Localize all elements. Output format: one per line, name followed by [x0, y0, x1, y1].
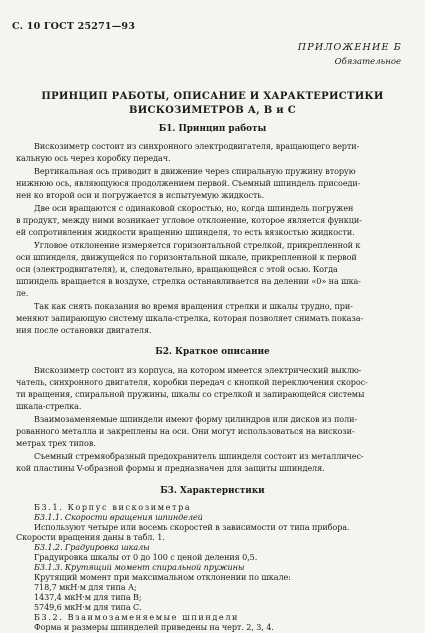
paragraph-line: метрах трех типов. [16, 438, 96, 448]
paragraph-line: Вертикальная ось приводит в движение через спиральную пружину вторую [34, 166, 356, 176]
paragraph-line: чатель, синхронного двигателя, коробки передач с кнопкой переключения скорос- [16, 377, 368, 387]
document-title-line-2: ВИСКОЗИМЕТРОВ А, В и С [128, 105, 297, 116]
paragraph-line: Так как снять показания во время вращения стрелки и шкалы трудно, при- [34, 301, 353, 311]
paragraph-line: Скорости вращения даны в табл. 1. [16, 532, 165, 542]
subsection-heading: Б3.1.3. Крутящий момент спиральной пружины [34, 562, 245, 572]
paragraph-line: ей сопротивления жидкости вращению шпинделя, то есть вязкостью жидкости. [16, 227, 355, 237]
paragraph-line: Форма и размеры шпинделей приведены на черт. 2, 3, 4. [34, 622, 274, 632]
torque-value-b: 1437,4 мкН·м для типа В; [34, 592, 142, 602]
subsection-heading: Б3.2. Взаимозаменяемые шпиндели [34, 612, 240, 622]
paragraph-line: рованного металла и закреплены на оси. Они могут использоваться на вискози- [16, 426, 355, 436]
section-heading-b2: Б2. Краткое описание [155, 347, 270, 357]
paragraph-line: оси (электродвигателя), и, следовательно, вращающейся с этой осью. Когда [16, 264, 338, 274]
subsection-heading: Б3.1.1. Скорости вращения шпинделей [34, 512, 203, 522]
paragraph-line: Съемный стремяобразный предохранитель шпинделя состоит из металличес- [34, 451, 364, 461]
paragraph-line: Две оси вращаются с одинаковой скоростью, но, когда шпиндель погружен [34, 203, 354, 213]
section-heading-b3: Б3. Характеристики [160, 486, 265, 496]
appendix-status: Обязательное [334, 57, 401, 67]
paragraph-line: шкала-стрелка. [16, 401, 82, 411]
subsection-heading: Б3.1.2. Градуировка шкалы [34, 542, 150, 552]
paragraph-line: кальную ось через коробку передач. [16, 153, 171, 163]
paragraph-line: кой пластины V-образной формы и предназначен для защиты шпинделя. [16, 463, 325, 473]
paragraph-line: шпиндель вращается в воздухе, стрелка останавливается на делении «0» на шка- [16, 276, 361, 286]
paragraph-line: Вискозиметр состоит из корпуса, на котором имеется электрический выклю- [34, 365, 362, 375]
paragraph-line: в продукт, между ними возникает угловое отклонение, которое является функци- [16, 215, 362, 225]
paragraph-line: ния после остановки двигателя. [16, 325, 152, 335]
paragraph-line: оси шпинделя, движущейся по горизонтальной шкале, прикрепленной к первой [16, 252, 357, 262]
paragraph-line: нен ко второй оси и погружается в испытуемую жидкость. [16, 190, 265, 200]
torque-value-c: 5749,6 мкН·м для типа С. [34, 602, 142, 612]
paragraph-line: ле. [16, 288, 29, 298]
subsection-heading: Б3.1. Корпус вискозиметра [34, 502, 192, 512]
paragraph-line: Градуировка шкалы от 0 до 100 с ценой деления 0,5. [34, 552, 258, 562]
paragraph-line: Используют четыре или восемь скоростей в зависимости от типа прибора. [34, 522, 350, 532]
appendix-label: ПРИЛОЖЕНИЕ Б [297, 42, 402, 53]
paragraph-line: ти вращения, спиральной пружины, шкалы со стрелкой и запирающейся системы [16, 389, 365, 399]
paragraph-line: меняют запирающую систему шкала-стрелка, которая позволяет снимать показа- [16, 313, 364, 323]
section-heading-b1: Б1. Принцип работы [158, 124, 267, 134]
paragraph-line: Вискозиметр состоит из синхронного электродвигателя, вращающего верти- [34, 141, 360, 151]
page-header-ref: С. 10 ГОСТ 25271—93 [12, 21, 136, 32]
paragraph-line: нижнюю ось, являющуюся продолжением первой. Съемный шпиндель присоеди- [16, 178, 361, 188]
paragraph-line: Взаимозаменяемые шпиндели имеют форму цилиндров или дисков из поли- [34, 414, 358, 424]
document-title-line-1: ПРИНЦИП РАБОТЫ, ОПИСАНИЕ И ХАРАКТЕРИСТИКИ [41, 91, 384, 102]
paragraph-line: Крутящий момент при максимальном отклонении по шкале: [34, 572, 291, 582]
paragraph-line: Угловое отклонение измеряется горизонтальной стрелкой, прикрепленной к [34, 240, 361, 250]
torque-value-a: 718,7 мкН·м для типа А; [34, 582, 137, 592]
